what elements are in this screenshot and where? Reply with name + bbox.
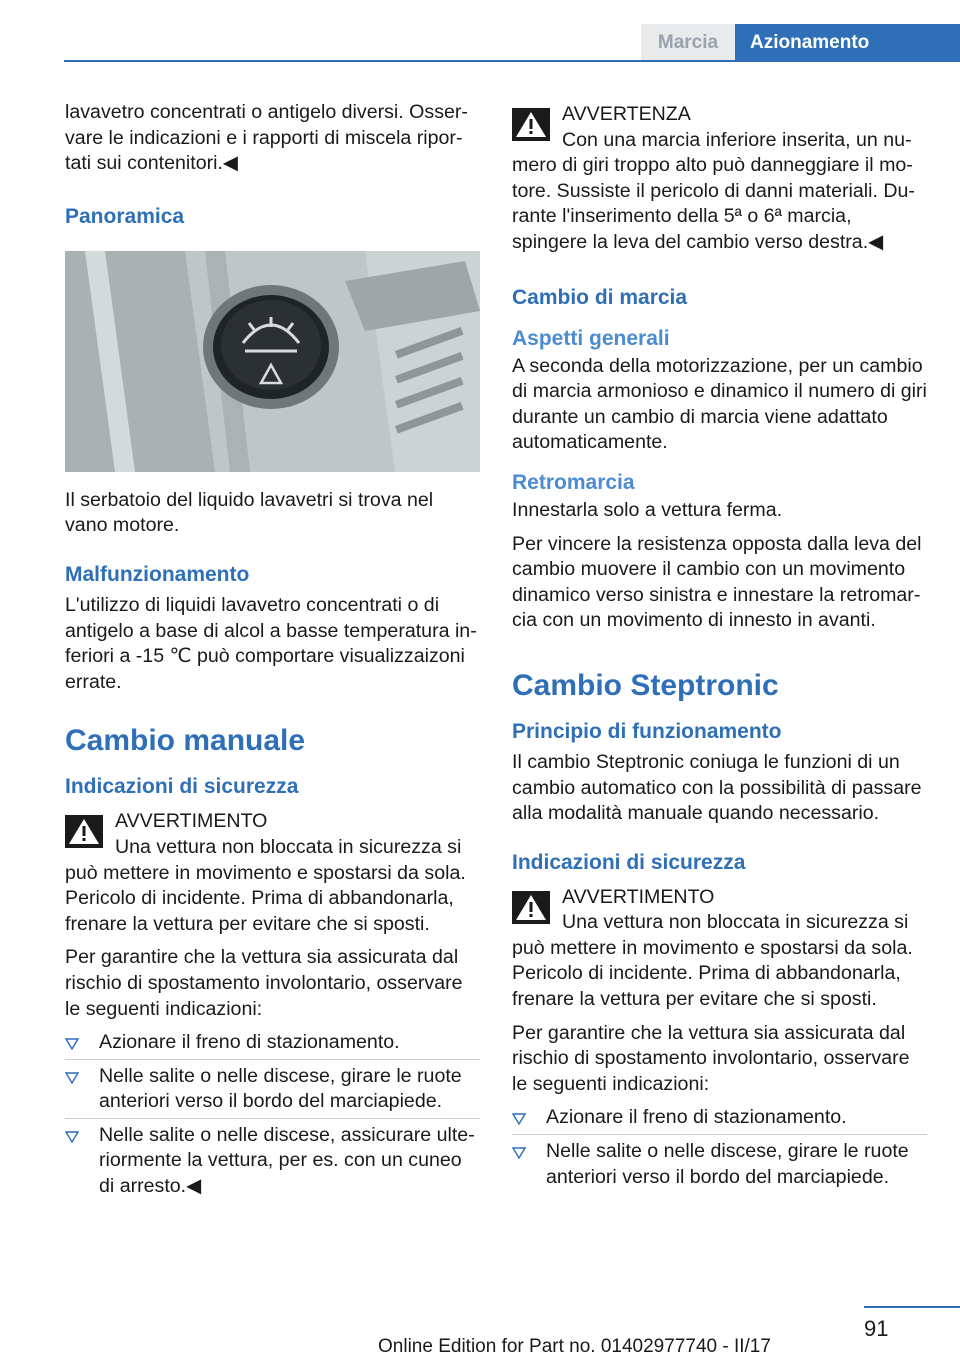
warning-triangle-icon [65, 815, 103, 848]
warning-triangle-icon [512, 108, 550, 141]
warning-title: AVVERTIMENTO [115, 810, 268, 833]
warning-title: AVVERTIMENTO [562, 885, 715, 908]
list-item: Nelle salite o nelle discese, assicurare ulteriormente la vettura, per es. con un cuneo di arresto.◀ [65, 1123, 480, 1200]
washer-reservoir-image [65, 251, 480, 472]
warning-block-2 [512, 885, 927, 1013]
header-rule [64, 60, 960, 62]
left-column [65, 100, 480, 1208]
footer-edition: Online Edition for Part no. 01402977740 - II/17 [378, 1336, 771, 1357]
heading-panoramica: Panoramica [65, 204, 185, 228]
heading-cambio-manuale: Cambio manuale [65, 724, 306, 758]
page-number-rule [864, 1306, 960, 1308]
heading-malfunzionamento: Malfunzionamento [65, 562, 250, 586]
triangle-bullet-icon [65, 1072, 79, 1084]
triangle-bullet-icon [512, 1147, 526, 1159]
principio-text: Il cambio Steptronic coniuga le funzioni di un cambio automatico con la possibilità di passare alla modalità manuale quando necessario. [512, 750, 922, 825]
malfunzionamento-text: L'utilizzo di liquidi lavavetro concentrati o di antigelo a base di alcol a basse temperatura inferiori a -15 ℃ può comportare visualizzaizoni errate. [65, 593, 477, 693]
heading-cambio-steptronic: Cambio Steptronic [512, 668, 779, 702]
page-header [0, 0, 960, 62]
heading-cambio-di-marcia: Cambio di marcia [512, 285, 688, 309]
list-item: Nelle salite o nelle discese, girare le ruote anteriori verso il bordo del marciapiede. [65, 1064, 480, 1115]
warning-block-avvertenza [512, 102, 927, 256]
safety-list-2 [512, 1105, 927, 1190]
heading-indicazioni-sicurezza-2: Indicazioni di sicurezza [512, 850, 746, 874]
aspetti-text: A seconda della motorizzazione, per un cambio di marcia armonioso e dinamico il numero di giri durante un cambio di marcia viene adattato automaticamente. [512, 354, 927, 454]
heading-indicazioni-sicurezza: Indicazioni di sicurezza [65, 775, 299, 799]
per-garantire-text: Per garantire che la vettura sia assicurata dal rischio di spostamento involontario, osservare le seguenti indicazioni: [65, 946, 463, 1020]
triangle-bullet-icon [65, 1131, 79, 1143]
warning-triangle-icon [512, 891, 550, 924]
intro-paragraph: lavavetro concentrati o antigelo diversi. Osservare le indicazioni e i rapporti di miscela riportati sui contenitori.◀ [65, 101, 468, 175]
image-caption: Il serbatoio del liquido lavavetri si trova nel vano motore. [65, 488, 434, 537]
retromarcia-text-1: Innestarla solo a vettura ferma. [512, 498, 783, 521]
warning-block [65, 809, 480, 937]
header-tab-marcia[interactable]: Marcia [641, 24, 735, 60]
right-column [512, 100, 927, 1198]
warning-body: Una vettura non bloccata in sicurezza si può mettere in movimento e spostarsi da sola. Pericolo di incidente. Prima di abbandonarla, frenare la vettura per evitare che si sposti. [65, 835, 466, 935]
page-number: 91 [864, 1316, 889, 1341]
warning-body: Con una marcia inferiore inserita, un numero di giri troppo alto può danneggiare il motore. Sussiste il pericolo di danni materiali. Durante l'inserimento della 5ª o 6ª marcia, spingere la leva del cambio verso destra.◀ [512, 128, 915, 253]
heading-principio-funzionamento: Principio di funzionamento [512, 719, 782, 743]
warning-title: AVVERTENZA [562, 103, 691, 125]
header-tab-azionamento[interactable]: Azionamento [735, 24, 960, 60]
washer-reservoir-photo-icon [65, 251, 480, 472]
list-item: Azionare il freno di stazionamento. [65, 1030, 480, 1056]
list-item: Nelle salite o nelle discese, girare le ruote anteriori verso il bordo del marciapiede. [512, 1139, 927, 1190]
triangle-bullet-icon [512, 1113, 526, 1125]
safety-list [65, 1030, 480, 1200]
triangle-bullet-icon [65, 1038, 79, 1050]
per-garantire-text-2: Per garantire che la vettura sia assicurata dal rischio di spostamento involontario, osservare le seguenti indicazioni: [512, 1021, 910, 1095]
list-item: Azionare il freno di stazionamento. [512, 1105, 927, 1131]
retromarcia-text-2: Per vincere la resistenza opposta dalla leva del cambio muovere il cambio con un movimento dinamico verso sinistra e innestare la retromarcia con un movimento di innesto in avanti. [512, 532, 922, 632]
heading-retromarcia: Retromarcia [512, 470, 635, 494]
heading-aspetti-generali: Aspetti generali [512, 326, 670, 350]
warning-body: Una vettura non bloccata in sicurezza si può mettere in movimento e spostarsi da sola. Pericolo di incidente. Prima di abbandonarla, frenare la vettura per evitare che si sposti. [512, 911, 913, 1011]
